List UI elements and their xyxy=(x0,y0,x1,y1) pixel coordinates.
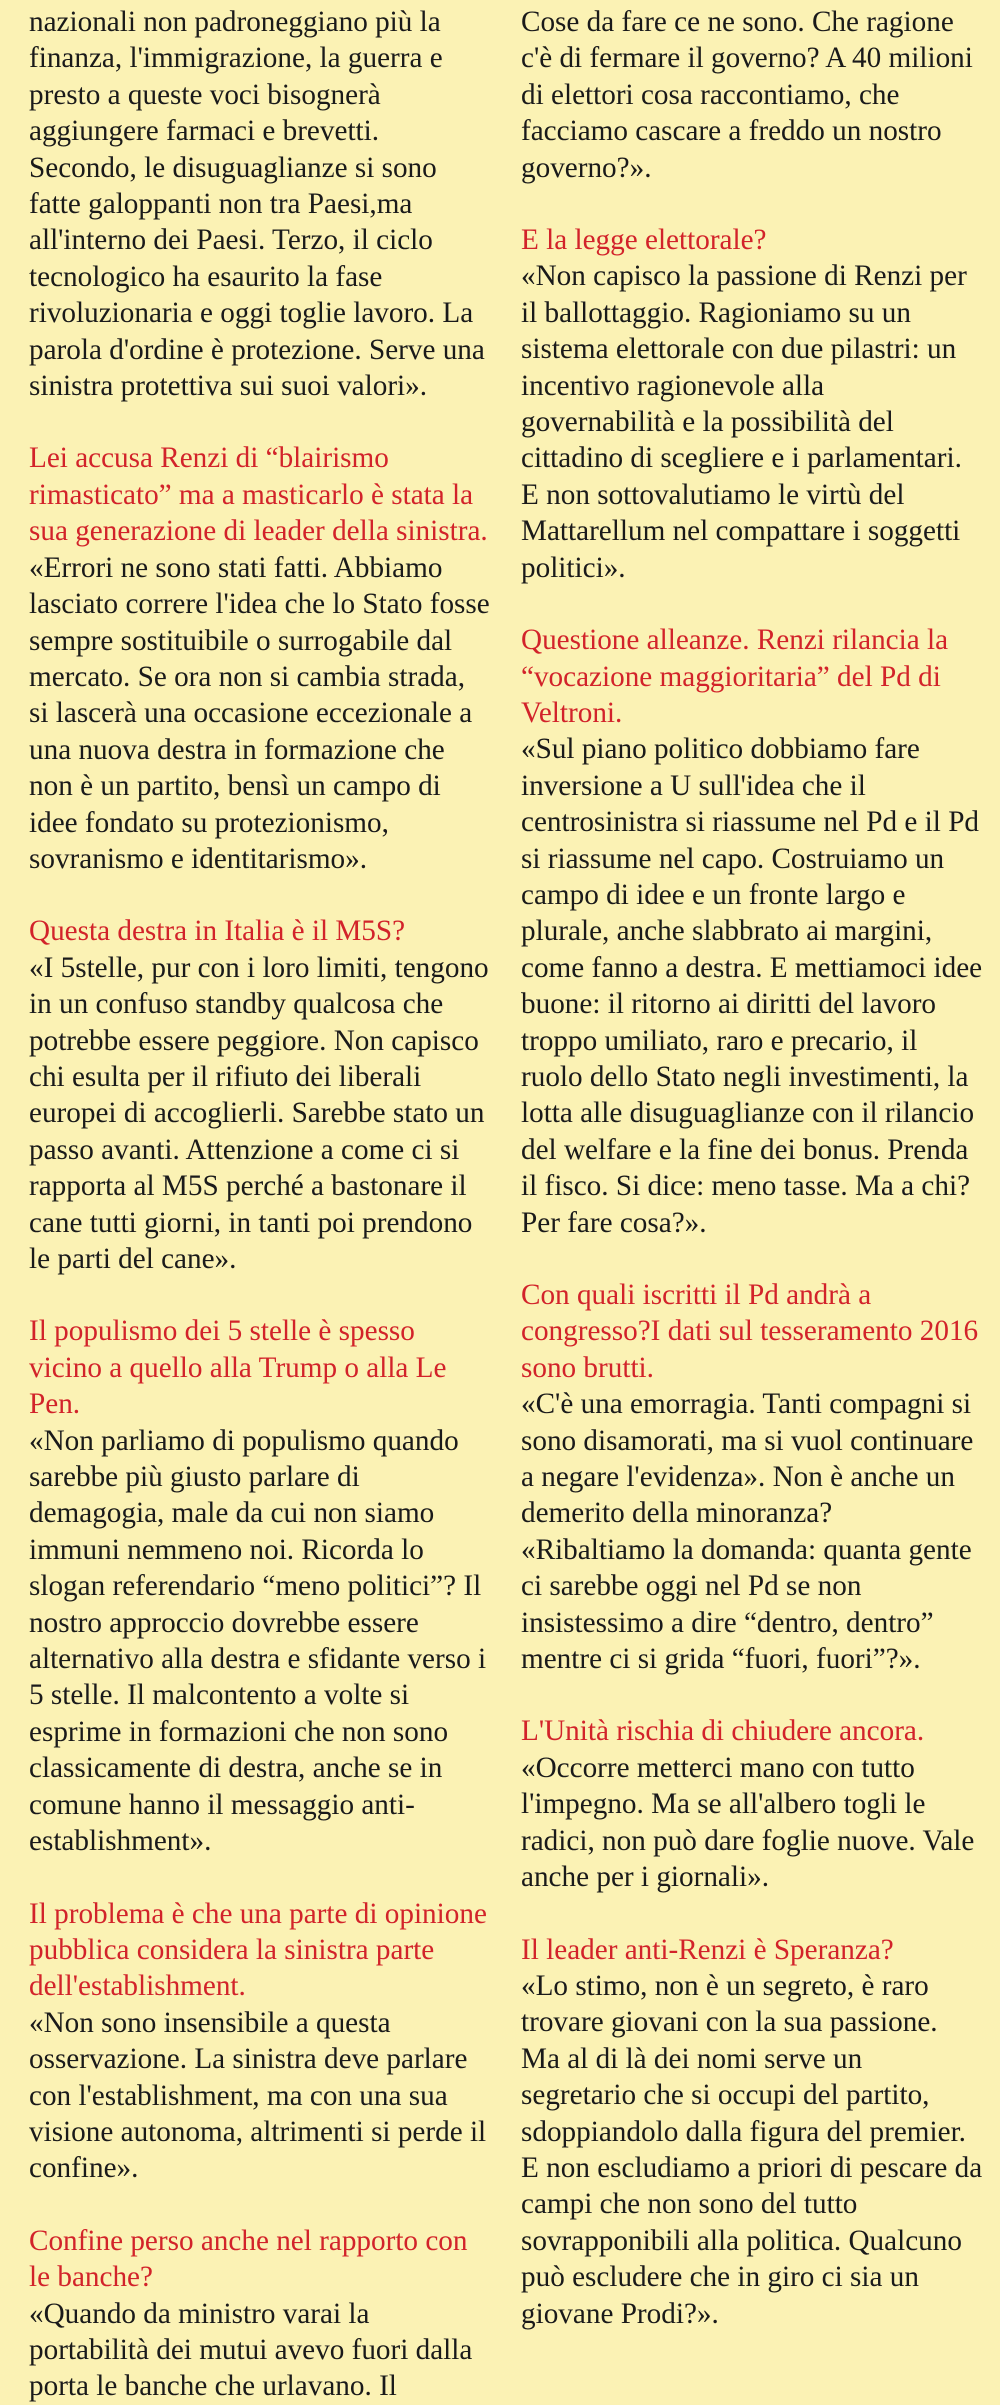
interview-answer: «Lo stimo, non è un segreto, è raro trovare giovani con la sua passione. Ma al di là dei nomi serve un segretario che si occupi del partito, sdoppiandolo dalla figura del premier. E non escludiamo a priori di pescare da campi che non sono del tutto sovrapponibili alla politica. Qualcuno può escludere che in giro ci sia un giovane Prodi?». xyxy=(521,1969,983,2330)
interview-question: Lei accusa Renzi di “blairismo rimasticato” ma a masticarlo è stata la sua generazione di leader della sinistra. xyxy=(29,442,488,548)
interview-answer: «Errori ne sono stati fatti. Abbiamo lasciato correre l'idea che lo Stato fosse sempre sostituibile o surrogabile dal mercato. Se ora non si cambia strada, si lascerà una occasione eccezionale a una nuova destra in formazione che non è un partito, bensì un campo di idee fondato su protezionismo, sovranismo e identitarismo». xyxy=(29,551,490,875)
interview-question: Confine perso anche nel rapporto con le banche? xyxy=(29,2224,468,2294)
interview-question: L'Unità rischia di chiudere ancora. xyxy=(521,1715,925,1748)
interview-answer: «I 5stelle, pur con i loro limiti, tengono in un confuso standby qualcosa che potrebbe essere peggiore. Non capisco chi esulta per il rifiuto dei liberali europei di accoglierli. Sarebbe stato un passo avanti. Attenzione a come ci si rapporta al M5S perché a bastonare il cane tutti giorni, in tanti poi prendono le parti del cane». xyxy=(29,951,489,1275)
interview-question: Questione alleanze. Renzi rilancia la “vocazione maggioritaria” del Pd di Veltroni. xyxy=(521,624,949,729)
interview-answer: nazionali non padroneggiano più la finanza, l'immigrazione, la guerra e presto a queste voci bisognerà aggiungere farmaci e brevetti. Secondo, le disuguaglianze si sono fatte galoppanti non tra Paesi,ma all'interno dei Paesi. Terzo, il ciclo tecnologico ha esaurito la fase rivoluzionaria e oggi toglie lavoro. La parola d'ordine è protezione. Serve una sinistra protettiva sui suoi valori». xyxy=(29,6,485,403)
interview-question: Il populismo dei 5 stelle è spesso vicino a quello alla Trump o alla Le Pen. xyxy=(29,1315,447,1421)
interview-question: Il problema è che una parte di opinione pubblica considera la sinistra parte dell'establishment. xyxy=(29,1897,487,2003)
right-column xyxy=(521,4,983,2332)
interview-question: Il leader anti-Renzi è Speranza? xyxy=(521,1933,894,1966)
interview-question: Questa destra in Italia è il M5S? xyxy=(29,915,406,948)
interview-answer: «Non parliamo di populismo quando sarebbe più giusto parlare di demagogia, male da cui non siamo immuni nemmeno noi. Ricorda lo slogan referendario “meno politici”? Il nostro approccio dovrebbe essere alternativo alla destra e sfidante verso i 5 stelle. Il malcontento a volte si esprime in formazioni che non sono classicamente di destra, anche se in comune hanno il messaggio anti-establishment». xyxy=(29,1424,487,1858)
interview-answer: «C'è una emorragia. Tanti compagni si sono disamorati, ma si vuol continuare a negare l'evidenza». Non è anche un demerito della minoranza? «Ribaltiamo la domanda: quanta gente ci sarebbe oggi nel Pd se non insistessimo a dire “dentro, dentro” mentre ci si grida “fuori, fuori”?». xyxy=(521,1388,974,1676)
interview-answer: Cose da fare ce ne sono. Che ragione c'è di fermare il governo? A 40 milioni di elettori cosa raccontiamo, che facciamo cascare a freddo un nostro governo?». xyxy=(521,6,973,184)
interview-question: E la legge elettorale? xyxy=(521,224,767,257)
interview-answer: «Sul piano politico dobbiamo fare inversione a U sull'idea che il centrosinistra si riassume nel Pd e il Pd si riassume nel capo. Costruiamo un campo di idee e un fronte largo e plurale, anche slabbrato ai margini, come fanno a destra. E mettiamoci idee buone: il ritorno ai diritti del lavoro troppo umiliato, raro e precario, il ruolo dello Stato negli investimenti, la lotta alle disuguaglianze con il rilancio del welfare e la fine dei bonus. Prenda il fisco. Si dice: meno tasse. Ma a chi? Per fare cosa?». xyxy=(521,733,983,1239)
left-column xyxy=(29,4,491,2405)
interview-answer: «Non sono insensibile a questa osservazione. La sinistra deve parlare con l'establishment, ma con una sua visione autonoma, altrimenti si perde il confine». xyxy=(29,2006,487,2185)
interview-question: Con quali iscritti il Pd andrà a congresso?I dati sul tesseramento 2016 sono brutti. xyxy=(521,1279,979,1384)
interview-answer: «Quando da ministro varai la portabilità dei mutui avevo fuori dalla porta le banche che urlavano. Il xyxy=(29,2297,473,2403)
interview-answer: «Non capisco la passione di Renzi per il ballottaggio. Ragioniamo su un sistema elettorale con due pilastri: un incentivo ragionevole alla governabilità e la possibilità del cittadino di scegliere e i parlamentari. E non sottovalutiamo le virtù del Mattarellum nel compattare i soggetti politici». xyxy=(521,260,967,584)
interview-answer: «Occorre metterci mano con tutto l'impegno. Ma se all'albero togli le radici, non può dare foglie nuove. Vale anche per i giornali». xyxy=(521,1751,975,1894)
